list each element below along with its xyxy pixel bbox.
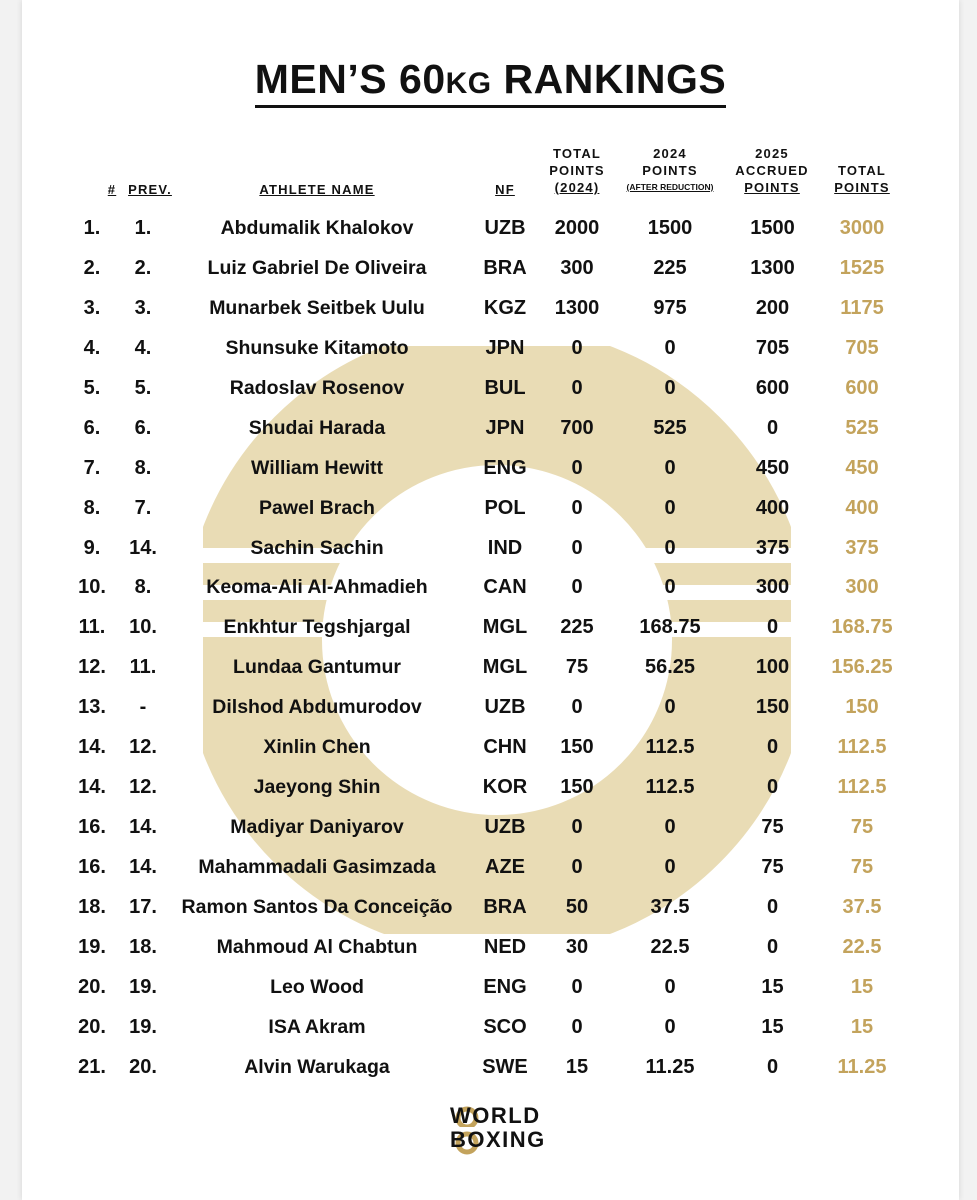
total-2024-cell: 0 xyxy=(571,456,583,479)
total-points-cell: 600 xyxy=(845,376,879,399)
accrued-2025-cell: 450 xyxy=(755,456,790,479)
athlete-name-cell: Abdumalik Khalokov xyxy=(220,217,414,239)
total-2024-cell: 150 xyxy=(560,736,594,759)
rank-cell: 14. xyxy=(78,776,106,799)
points-2024-cell: 168.75 xyxy=(639,616,701,639)
total-2024-cell: 75 xyxy=(565,656,589,679)
athlete-name-cell: Sachin Sachin xyxy=(250,536,384,559)
total-2024-cell: 225 xyxy=(560,616,594,639)
page-title: MEN’S 60KG RANKINGS xyxy=(22,56,959,108)
points-2024-cell: 0 xyxy=(664,816,676,839)
table-row xyxy=(22,1047,959,1087)
athlete-name-cell: Luiz Gabriel De Oliveira xyxy=(207,256,427,279)
table-row xyxy=(22,288,959,328)
header-accrued-2025: 2025 ACCRUED POINTS xyxy=(735,146,809,195)
nf-cell: POL xyxy=(484,496,526,519)
header-nf: NF xyxy=(495,182,515,197)
header-total-points: TOTAL POINTS xyxy=(834,163,890,195)
accrued-2025-cell: 1500 xyxy=(750,217,795,239)
athlete-name-cell: ISA Akram xyxy=(268,1015,366,1038)
athlete-name-cell: Madiyar Daniyarov xyxy=(230,816,404,839)
table-row xyxy=(22,967,959,1007)
rank-cell: 6. xyxy=(83,416,101,439)
header-total-2024: TOTAL POINTS (2024) xyxy=(549,146,605,195)
points-2024-cell: 56.25 xyxy=(644,656,696,679)
points-2024-cell: 0 xyxy=(664,456,676,479)
points-2024-cell: 525 xyxy=(653,416,687,439)
total-2024-cell: 30 xyxy=(565,935,589,958)
rank-cell: 18. xyxy=(78,895,106,918)
rank-cell: 10. xyxy=(78,576,106,599)
prev-rank-cell: 7. xyxy=(134,496,152,519)
points-2024-cell: 0 xyxy=(664,1015,676,1038)
nf-cell: SCO xyxy=(483,1015,527,1038)
rank-cell: 1. xyxy=(83,217,101,239)
total-points-cell: 450 xyxy=(845,456,879,479)
total-2024-cell: 2000 xyxy=(554,217,600,239)
prev-rank-cell: 19. xyxy=(129,975,157,998)
accrued-2025-cell: 1300 xyxy=(750,256,795,279)
athlete-name-cell: Pawel Brach xyxy=(259,496,375,519)
table-row xyxy=(22,807,959,847)
prev-rank-cell: 17. xyxy=(129,895,157,918)
accrued-2025-cell: 15 xyxy=(761,975,784,998)
athlete-name-cell: Keoma-Ali Al-Ahmadieh xyxy=(206,576,428,599)
total-2024-cell: 0 xyxy=(571,856,583,878)
prev-rank-cell: 11. xyxy=(129,656,157,679)
logo-line-boxing: BOXING xyxy=(450,1127,546,1152)
total-points-cell: 156.25 xyxy=(831,656,893,679)
total-2024-cell: 0 xyxy=(571,696,583,719)
athlete-name-cell: Mahmoud Al Chabtun xyxy=(216,935,418,958)
rank-cell: 20. xyxy=(78,975,106,998)
total-points-cell: 112.5 xyxy=(837,776,887,799)
total-2024-cell: 50 xyxy=(565,895,589,918)
nf-cell: CHN xyxy=(483,736,527,759)
points-2024-cell: 112.5 xyxy=(645,776,695,799)
accrued-2025-cell: 0 xyxy=(766,416,779,439)
accrued-2025-cell: 15 xyxy=(761,1015,784,1038)
rank-cell: 11. xyxy=(78,616,106,639)
total-points-cell: 112.5 xyxy=(837,736,887,759)
nf-cell: KGZ xyxy=(483,296,527,319)
athlete-name-cell: Lundaa Gantumur xyxy=(233,656,401,679)
rankings-table-body xyxy=(22,208,959,1087)
rank-cell: 20. xyxy=(78,1015,106,1038)
prev-rank-cell: 3. xyxy=(134,296,152,319)
table-row xyxy=(22,727,959,767)
prev-rank-cell: 8. xyxy=(134,456,152,479)
nf-cell: UZB xyxy=(484,217,526,239)
nf-cell: UZB xyxy=(484,816,526,839)
total-points-cell: 75 xyxy=(850,816,874,839)
total-2024-cell: 0 xyxy=(571,816,583,839)
prev-rank-cell: 10. xyxy=(129,616,157,639)
points-2024-cell: 0 xyxy=(664,536,676,559)
athlete-name-cell: Enkhtur Tegshjargal xyxy=(223,616,411,639)
points-2024-cell: 22.5 xyxy=(650,935,690,958)
athlete-name-cell: Leo Wood xyxy=(270,975,364,998)
athlete-name-cell: Xinlin Chen xyxy=(263,736,371,759)
rank-cell: 16. xyxy=(78,856,106,878)
table-row xyxy=(22,1007,959,1047)
nf-cell: MGL xyxy=(482,656,528,679)
points-2024-cell: 975 xyxy=(653,296,687,319)
total-points-cell: 705 xyxy=(845,336,879,359)
accrued-2025-cell: 100 xyxy=(755,656,790,679)
table-row xyxy=(22,328,959,368)
header-points-2024: 2024 POINTS (AFTER REDUCTION) xyxy=(626,146,714,192)
table-row xyxy=(22,847,959,887)
world-boxing-logo xyxy=(410,1097,570,1157)
table-row xyxy=(22,528,959,568)
prev-rank-cell: - xyxy=(139,696,147,719)
rank-cell: 21. xyxy=(78,1055,106,1078)
accrued-2025-cell: 0 xyxy=(766,616,779,639)
table-row xyxy=(22,767,959,807)
athlete-name-cell: Dilshod Abdumurodov xyxy=(212,696,422,719)
prev-rank-cell: 4. xyxy=(134,336,152,359)
total-2024-cell: 0 xyxy=(571,536,583,559)
points-2024-cell: 1500 xyxy=(647,217,693,239)
athlete-name-cell: Ramon Santos Da Conceição xyxy=(181,895,453,918)
header-rank: # xyxy=(107,182,117,197)
accrued-2025-cell: 300 xyxy=(755,576,790,599)
rankings-sheet xyxy=(22,0,959,1200)
total-2024-cell: 0 xyxy=(571,376,583,399)
prev-rank-cell: 20. xyxy=(129,1055,157,1078)
rank-cell: 19. xyxy=(78,935,106,958)
rank-cell: 7. xyxy=(83,456,101,479)
points-2024-cell: 0 xyxy=(664,336,676,359)
points-2024-cell: 0 xyxy=(664,496,676,519)
nf-cell: UZB xyxy=(484,696,526,719)
table-row xyxy=(22,687,959,727)
total-2024-cell: 0 xyxy=(571,336,583,359)
rank-cell: 14. xyxy=(78,736,106,759)
total-2024-cell: 150 xyxy=(560,776,594,799)
points-2024-cell: 225 xyxy=(653,256,687,279)
table-row xyxy=(22,208,959,248)
nf-cell: BRA xyxy=(483,256,527,279)
points-2024-cell: 112.5 xyxy=(645,736,695,759)
total-points-cell: 1175 xyxy=(840,296,884,319)
prev-rank-cell: 6. xyxy=(134,416,152,439)
header-athlete-name: ATHLETE NAME xyxy=(259,182,375,197)
table-row xyxy=(22,647,959,687)
accrued-2025-cell: 0 xyxy=(766,1055,779,1078)
total-points-cell: 15 xyxy=(850,975,874,998)
total-points-cell: 150 xyxy=(845,696,879,719)
total-points-cell: 400 xyxy=(845,496,879,519)
athlete-name-cell: William Hewitt xyxy=(250,456,383,479)
athlete-name-cell: Jaeyong Shin xyxy=(253,776,381,799)
total-points-cell: 1525 xyxy=(839,256,885,279)
athlete-name-cell: Radoslav Rosenov xyxy=(229,376,405,399)
table-header xyxy=(22,0,959,200)
nf-cell: MGL xyxy=(482,616,528,639)
points-2024-cell: 37.5 xyxy=(650,895,690,918)
nf-cell: ENG xyxy=(483,456,527,479)
table-row xyxy=(22,368,959,408)
table-row xyxy=(22,607,959,647)
table-row xyxy=(22,887,959,927)
total-points-cell: 37.5 xyxy=(842,895,882,918)
rank-cell: 9. xyxy=(83,536,101,559)
athlete-name-cell: Munarbek Seitbek Uulu xyxy=(209,296,425,319)
nf-cell: JPN xyxy=(485,336,525,359)
points-2024-cell: 0 xyxy=(664,696,676,719)
table-row xyxy=(22,567,959,607)
accrued-2025-cell: 705 xyxy=(755,336,790,359)
points-2024-cell: 0 xyxy=(664,975,676,998)
prev-rank-cell: 14. xyxy=(129,536,157,559)
table-row xyxy=(22,927,959,967)
nf-cell: NED xyxy=(483,935,527,958)
prev-rank-cell: 2. xyxy=(134,256,152,279)
total-2024-cell: 700 xyxy=(560,416,594,439)
accrued-2025-cell: 200 xyxy=(755,296,790,319)
total-points-cell: 375 xyxy=(845,536,879,559)
table-row xyxy=(22,248,959,288)
prev-rank-cell: 12. xyxy=(129,736,157,759)
accrued-2025-cell: 0 xyxy=(766,736,779,759)
prev-rank-cell: 14. xyxy=(129,816,157,839)
points-2024-cell: 0 xyxy=(664,376,676,399)
athlete-name-cell: Mahammadali Gasimzada xyxy=(198,856,436,878)
total-points-cell: 525 xyxy=(845,416,879,439)
accrued-2025-cell: 150 xyxy=(755,696,790,719)
nf-cell: BUL xyxy=(484,376,526,399)
total-2024-cell: 0 xyxy=(571,496,583,519)
accrued-2025-cell: 375 xyxy=(755,536,790,559)
prev-rank-cell: 12. xyxy=(129,776,157,799)
points-2024-cell: 11.25 xyxy=(645,1055,695,1078)
athlete-name-cell: Shudai Harada xyxy=(248,416,386,439)
accrued-2025-cell: 600 xyxy=(755,376,790,399)
points-2024-cell: 0 xyxy=(664,576,676,599)
total-2024-cell: 1300 xyxy=(554,296,600,319)
prev-rank-cell: 19. xyxy=(129,1015,157,1038)
nf-cell: KOR xyxy=(482,776,528,799)
rank-cell: 5. xyxy=(83,376,101,399)
nf-cell: SWE xyxy=(482,1055,528,1078)
total-points-cell: 3000 xyxy=(839,217,885,239)
athlete-name-cell: Shunsuke Kitamoto xyxy=(225,336,409,359)
nf-cell: ENG xyxy=(483,975,527,998)
prev-rank-cell: 5. xyxy=(134,376,152,399)
total-points-cell: 15 xyxy=(850,1015,874,1038)
rank-cell: 2. xyxy=(83,256,101,279)
nf-cell: IND xyxy=(487,536,523,559)
accrued-2025-cell: 0 xyxy=(766,935,779,958)
rank-cell: 8. xyxy=(83,496,101,519)
rank-cell: 4. xyxy=(83,336,101,359)
total-points-cell: 22.5 xyxy=(842,935,882,958)
total-2024-cell: 0 xyxy=(571,576,583,599)
table-row xyxy=(22,448,959,488)
total-points-cell: 168.75 xyxy=(831,616,893,639)
nf-cell: AZE xyxy=(485,856,525,878)
prev-rank-cell: 14. xyxy=(129,856,157,878)
nf-cell: BRA xyxy=(483,895,527,918)
rank-cell: 12. xyxy=(78,656,106,679)
accrued-2025-cell: 0 xyxy=(766,776,779,799)
rank-cell: 3. xyxy=(83,296,101,319)
accrued-2025-cell: 0 xyxy=(766,895,779,918)
accrued-2025-cell: 75 xyxy=(761,816,784,839)
prev-rank-cell: 8. xyxy=(134,576,152,599)
total-points-cell: 75 xyxy=(850,856,874,878)
header-prev: PREV. xyxy=(128,182,172,197)
prev-rank-cell: 18. xyxy=(129,935,157,958)
prev-rank-cell: 1. xyxy=(134,217,152,239)
total-2024-cell: 0 xyxy=(571,1015,583,1038)
nf-cell: JPN xyxy=(485,416,525,439)
total-2024-cell: 300 xyxy=(560,256,594,279)
table-row xyxy=(22,488,959,528)
total-2024-cell: 15 xyxy=(565,1055,589,1078)
rank-cell: 16. xyxy=(78,816,106,839)
accrued-2025-cell: 75 xyxy=(761,856,784,878)
total-points-cell: 300 xyxy=(845,576,879,599)
accrued-2025-cell: 400 xyxy=(755,496,790,519)
nf-cell: CAN xyxy=(483,576,527,599)
athlete-name-cell: Alvin Warukaga xyxy=(244,1055,390,1078)
logo-line-world: WORLD xyxy=(450,1103,541,1128)
total-points-cell: 11.25 xyxy=(837,1055,887,1078)
points-2024-cell: 0 xyxy=(664,856,676,878)
table-row xyxy=(22,408,959,448)
rank-cell: 13. xyxy=(78,696,106,719)
total-2024-cell: 0 xyxy=(571,975,583,998)
